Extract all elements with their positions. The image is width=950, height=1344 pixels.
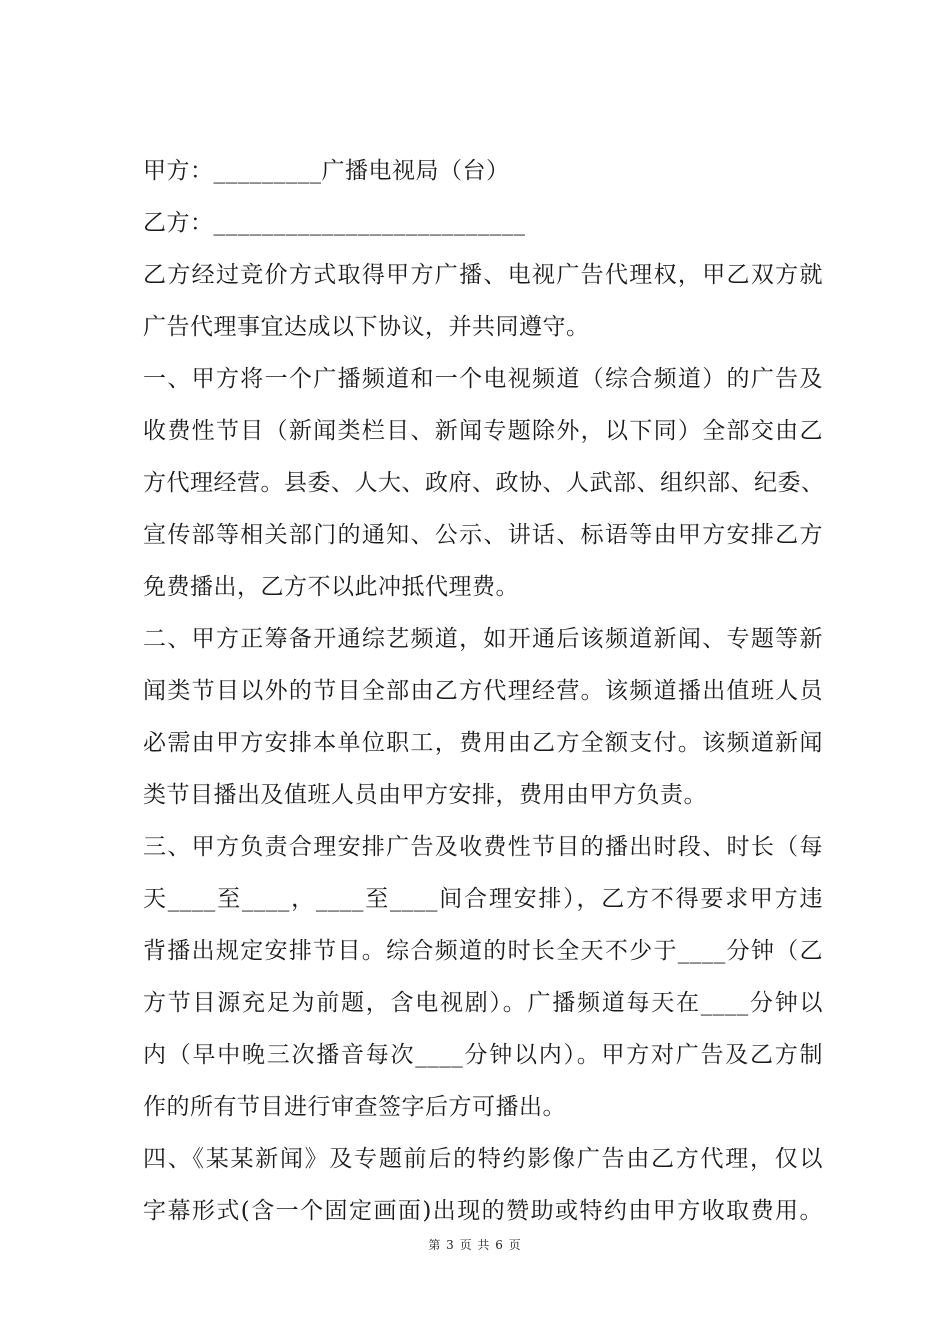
clause-3-line: 作的所有节目进行审查签字后方可播出。 xyxy=(143,1094,566,1120)
clause-3-line: 方节目源充足为前题，含电视剧）。广播频道每天在____分钟以 xyxy=(143,990,823,1016)
clause-1-line: 宣传部等相关部门的通知、公示、讲话、标语等由甲方安排乙方 xyxy=(143,522,823,548)
clause-3-line: 三、甲方负责合理安排广告及收费性节目的播出时段、时长（每 xyxy=(143,834,823,860)
clause-1-line: 一、甲方将一个广播频道和一个电视频道（综合频道）的广告及 xyxy=(143,366,823,392)
party-b-line: 乙方：__________________________ xyxy=(143,210,526,236)
clause-4-line: 四、《某某新闻》及专题前后的特约影像广告由乙方代理，仅以 xyxy=(143,1146,823,1172)
clause-1-line: 方代理经营。县委、人大、政府、政协、人武部、组织部、纪委、 xyxy=(143,470,825,496)
clause-3-line: 内（早中晚三次播音每次____分钟以内）。甲方对广告及乙方制 xyxy=(143,1042,823,1068)
clause-3-line: 背播出规定安排节目。综合频道的时长全天不少于____分钟（乙 xyxy=(143,938,823,964)
clause-2-line: 必需由甲方安排本单位职工，费用由乙方全额支付。该频道新闻 xyxy=(143,730,823,756)
clause-2-line: 二、甲方正筹备开通综艺频道，如开通后该频道新闻、专题等新 xyxy=(143,626,823,652)
clause-1-line: 免费播出，乙方不以此冲抵代理费。 xyxy=(143,574,519,600)
clause-4-line: 字幕形式(含一个固定画面)出现的赞助或特约由甲方收取费用。 xyxy=(143,1198,823,1224)
document-body xyxy=(143,145,823,1237)
clause-2-line: 类节目播出及值班人员由甲方安排，费用由甲方负责。 xyxy=(143,782,707,808)
clause-1-line: 收费性节目（新闻类栏目、新闻专题除外，以下同）全部交由乙 xyxy=(143,418,823,444)
page-number-footer: 第 3 页 共 6 页 xyxy=(428,1238,522,1252)
paragraph-line: 乙方经过竞价方式取得甲方广播、电视广告代理权，甲乙双方就 xyxy=(143,262,823,288)
paragraph-line: 广告代理事宜达成以下协议，并共同遵守。 xyxy=(143,314,590,340)
clause-3-line: 天____至____，____至____间合理安排），乙方不得要求甲方违 xyxy=(143,886,823,912)
clause-2-line: 闻类节目以外的节目全部由乙方代理经营。该频道播出值班人员 xyxy=(143,678,823,704)
party-a-line: 甲方：_________广播电视局（台） xyxy=(143,158,510,184)
